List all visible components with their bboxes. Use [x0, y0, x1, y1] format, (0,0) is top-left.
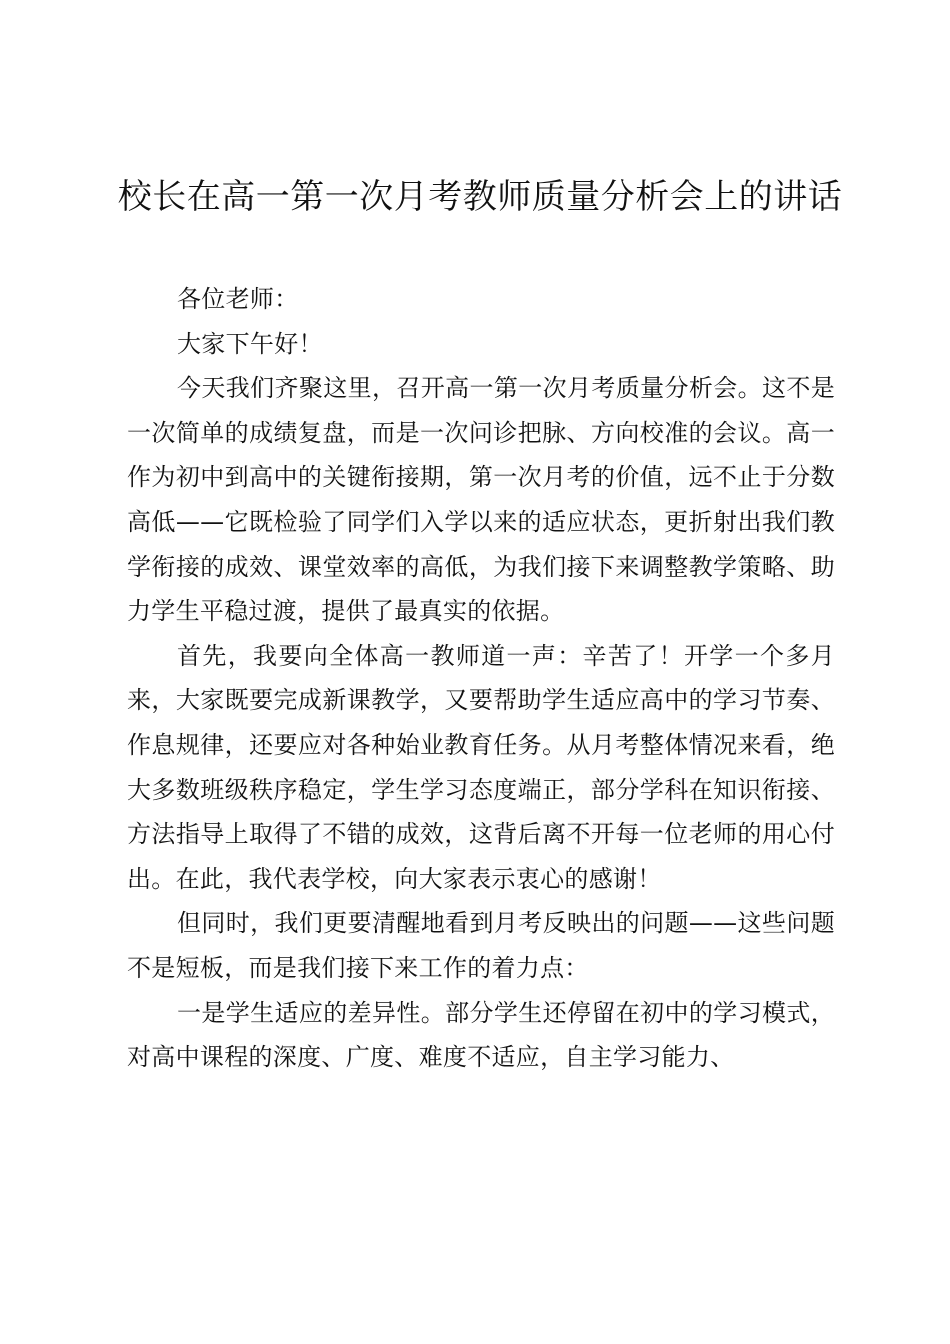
paragraph-salutation: 各位老师： [177, 285, 299, 313]
paragraph-problems-intro: 但同时，我们更要清醒地看到月考反映出的问题——这些问题不是短板，而是我们接下来工作的着力点： [127, 909, 835, 982]
document-body [127, 277, 835, 1080]
paragraph-greeting: 大家下午好！ [177, 329, 323, 358]
paragraph-opening: 今天我们齐聚这里，召开高一第一次月考质量分析会。这不是一次简单的成绩复盘，而是一次问诊把脉、方向校准的会议。高一作为初中到高中的关键衔接期，第一次月考的价值，远不止于分数高低——它既检验了同学们入学以来的适应状态，更折射出我们教学衔接的成效、课堂效率的高低，为我们接下来调整教学策略、助力学生平稳过渡，提供了最真实的依据。 [127, 374, 835, 626]
document-title: 校长在高一第一次月考教师质量分析会上的讲话 [117, 177, 843, 217]
paragraph-thanks: 首先，我要向全体高一教师道一声：辛苦了！开学一个多月来，大家既要完成新课教学，又要帮助学生适应高中的学习节奏、作息规律，还要应对各种始业教育任务。从月考整体情况来看，绝大多数班级秩序稳定，学生学习态度端正，部分学科在知识衔接、方法指导上取得了不错的成效，这背后离不开每一位老师的用心付出。在此，我代表学校，向大家表示衷心的感谢！ [127, 641, 835, 893]
paragraph-problem-one: 一是学生适应的差异性。部分学生还停留在初中的学习模式，对高中课程的深度、广度、难度不适应，自主学习能力、 [127, 998, 835, 1072]
